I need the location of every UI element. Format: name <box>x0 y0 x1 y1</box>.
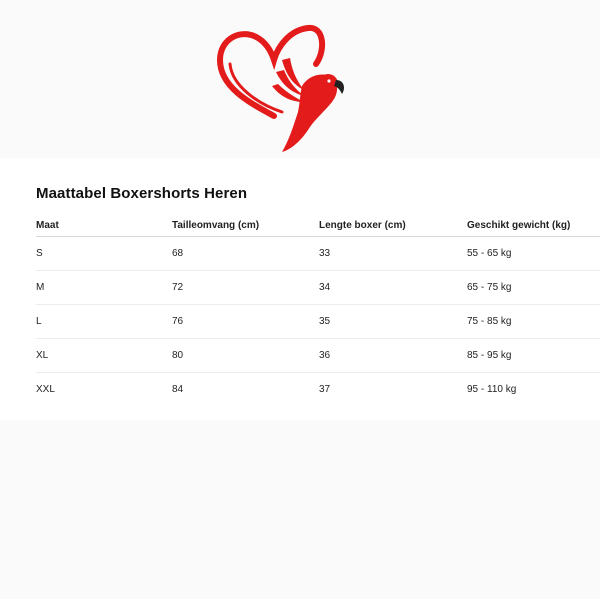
cell-waist: 76 <box>172 305 319 339</box>
page-title: Maattabel Boxershorts Heren <box>36 185 248 202</box>
cell-size: M <box>36 271 172 305</box>
cell-waist: 80 <box>172 339 319 373</box>
column-header-tailleomvang: Tailleomvang (cm) <box>172 214 319 237</box>
table-header-row <box>36 214 600 237</box>
table-row <box>36 237 600 271</box>
cell-weight: 55 - 65 kg <box>467 237 600 271</box>
column-header-geschikt-gewicht: Geschikt gewicht (kg) <box>467 214 600 237</box>
size-chart-sheet <box>0 158 600 420</box>
cell-length: 35 <box>319 305 467 339</box>
cell-length: 37 <box>319 384 331 395</box>
cell-length: 33 <box>319 237 467 271</box>
cell-waist: 68 <box>172 237 319 271</box>
cell-waist: 72 <box>172 271 319 305</box>
table-row <box>36 305 600 339</box>
logo-band <box>0 0 600 160</box>
table-row <box>36 373 600 407</box>
size-table <box>36 214 600 406</box>
heart-parrot-logo-icon <box>212 20 352 154</box>
cell-length: 36 <box>319 339 467 373</box>
cell-weight: 85 - 95 kg <box>467 339 600 373</box>
column-header-maat: Maat <box>36 214 172 237</box>
column-header-lengte-boxer: Lengte boxer (cm) <box>319 214 467 237</box>
table-row <box>36 271 600 305</box>
cell-weight: 65 - 75 kg <box>467 271 600 305</box>
cell-weight: 75 - 85 kg <box>467 305 600 339</box>
cell-size: XL <box>36 339 172 373</box>
cell-size: L <box>36 305 172 339</box>
cell-size: S <box>36 237 172 271</box>
table-row <box>36 339 600 373</box>
cell-size: XXL <box>36 384 55 395</box>
cell-length: 34 <box>319 271 467 305</box>
cell-waist: 84 <box>172 384 184 395</box>
cell-weight: 95 - 110 kg <box>467 384 517 395</box>
